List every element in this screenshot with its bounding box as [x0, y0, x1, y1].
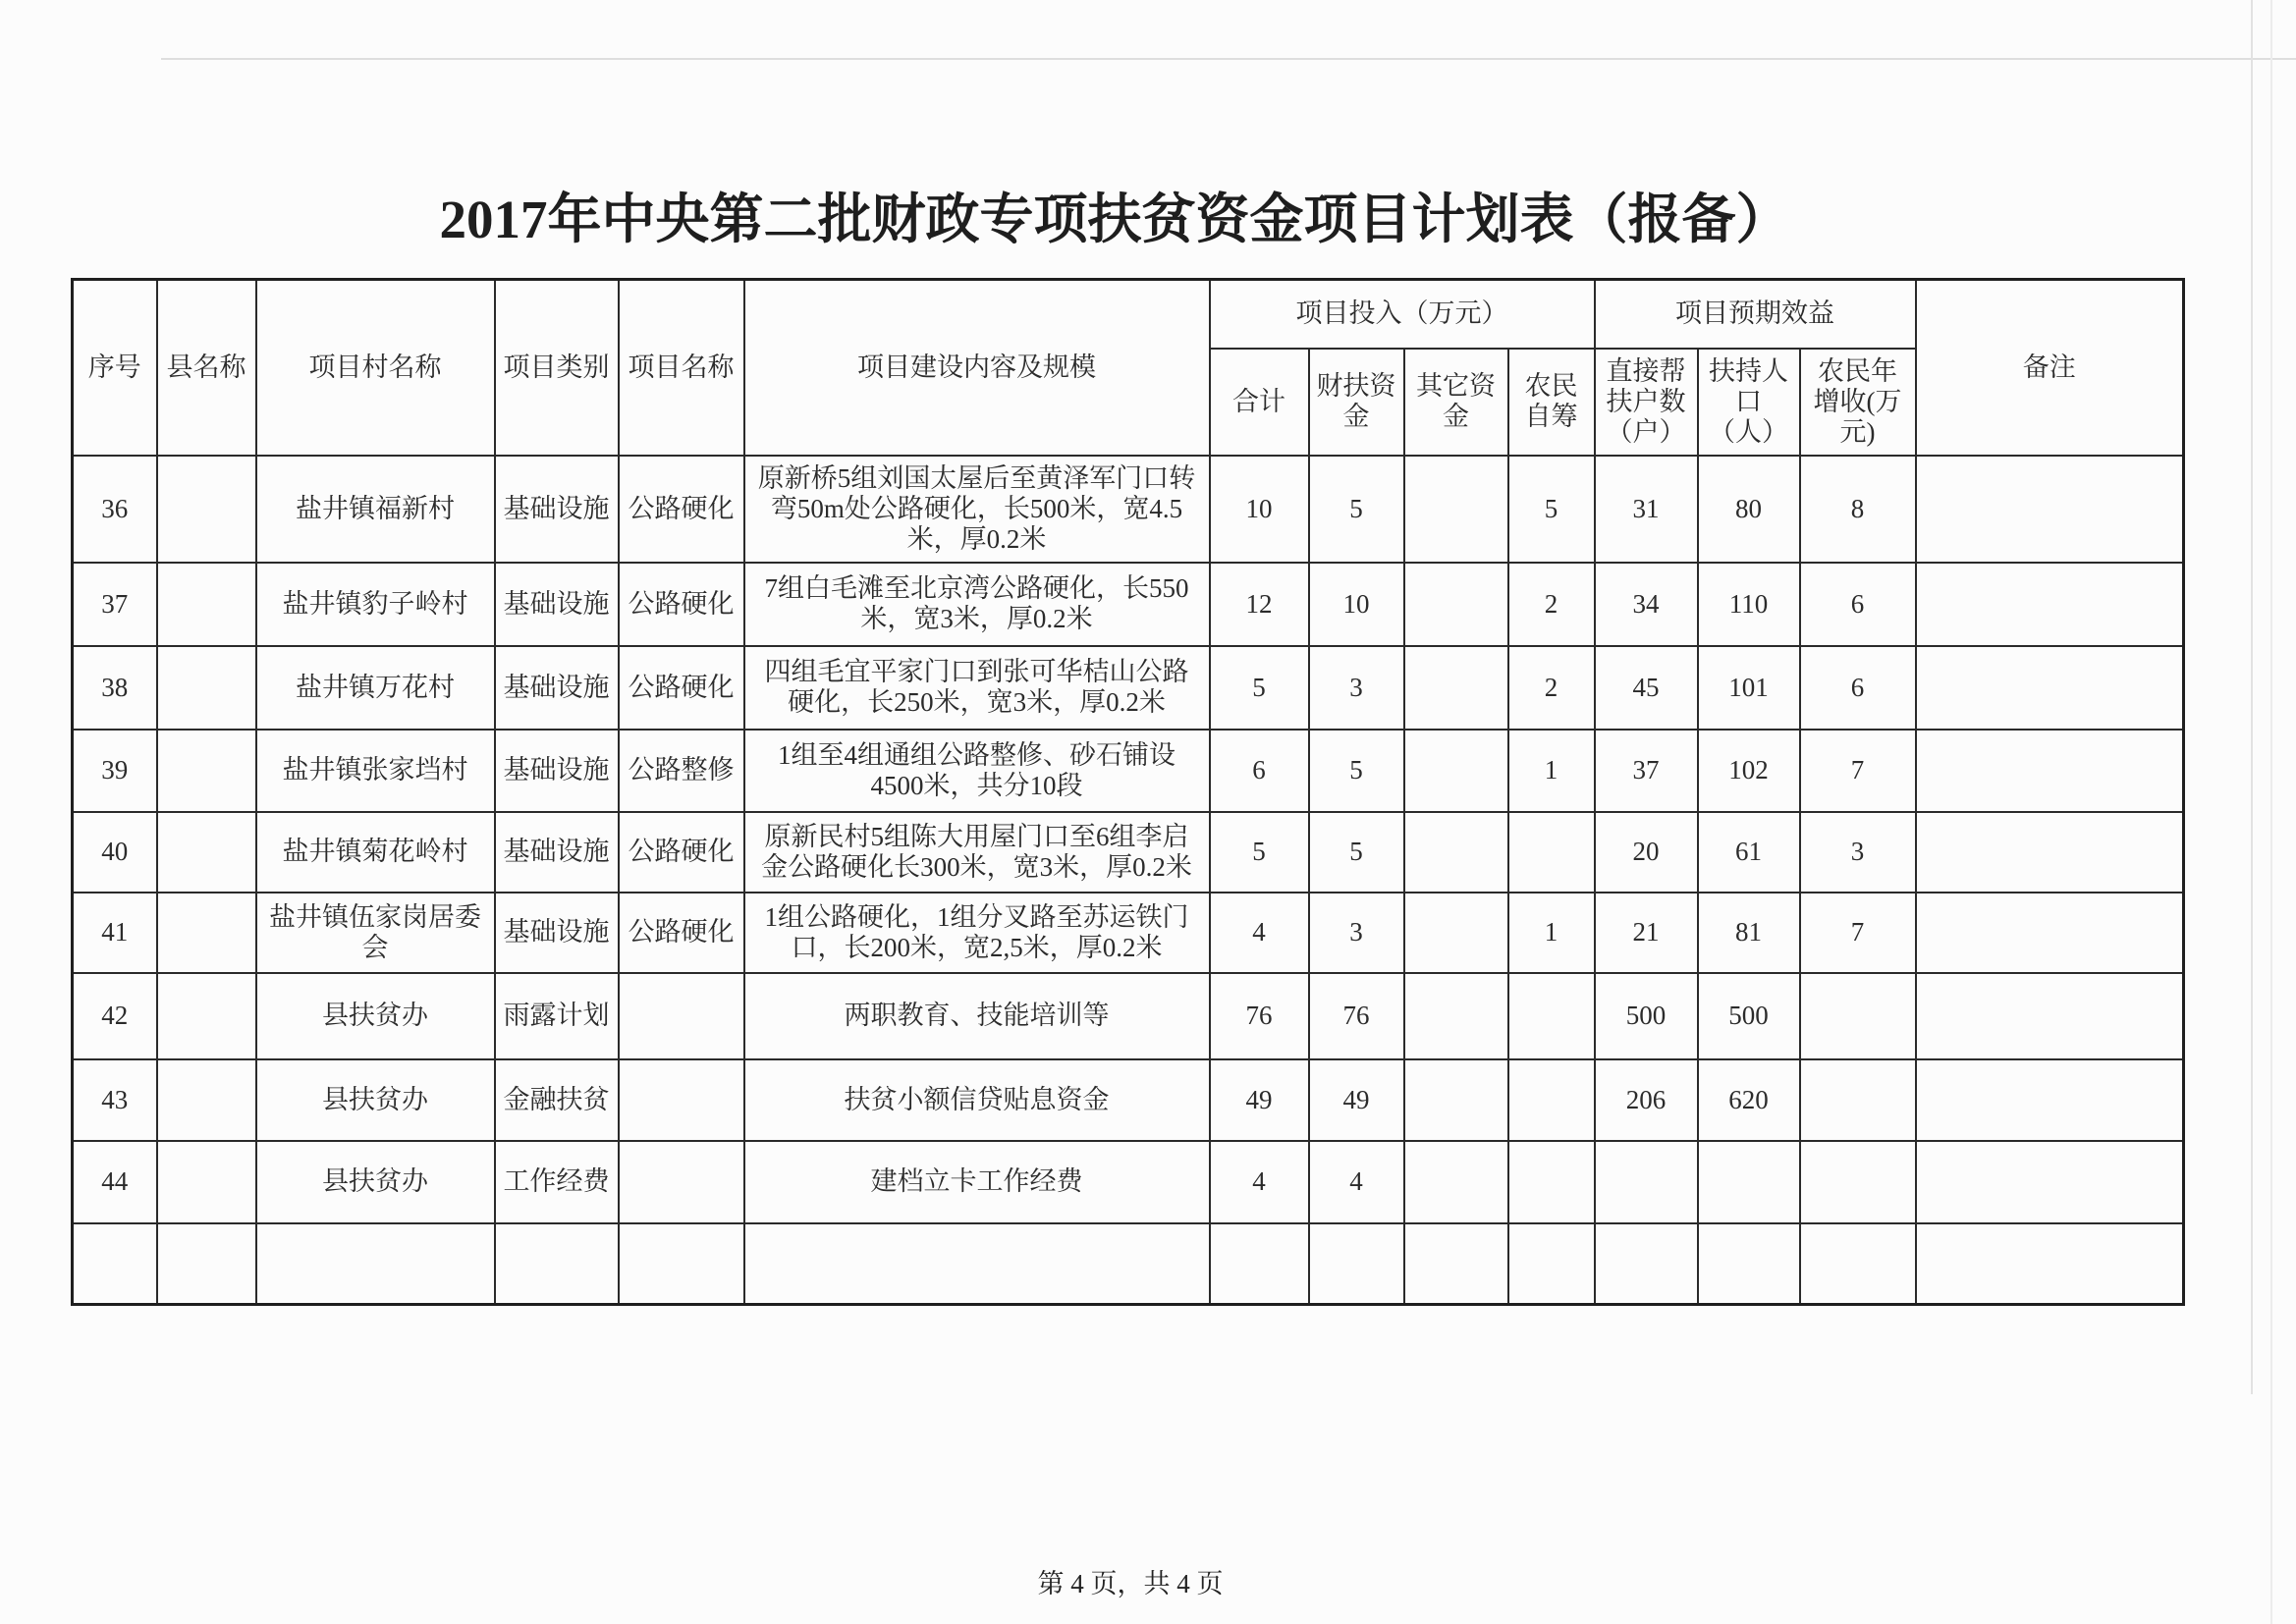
cell-empty	[619, 1223, 744, 1305]
cell-seq: 40	[73, 812, 157, 893]
cell-farmer-self	[1508, 1141, 1595, 1223]
cell-remarks	[1916, 456, 2184, 563]
cell-category: 基础设施	[495, 730, 619, 812]
cell-category: 基础设施	[495, 563, 619, 646]
cell-other-funds	[1404, 812, 1508, 893]
cell-fiscal-funds: 4	[1309, 1141, 1404, 1223]
cell-content: 1组至4组通组公路整修、砂石铺设4500米，共分10段	[744, 730, 1210, 812]
cell-county	[157, 1059, 256, 1141]
cell-remarks	[1916, 1059, 2184, 1141]
cell-total: 12	[1210, 563, 1309, 646]
cell-county	[157, 973, 256, 1059]
cell-seq: 36	[73, 456, 157, 563]
cell-village: 盐井镇福新村	[256, 456, 495, 563]
page-number: 第 4 页，共 4 页	[1037, 1569, 1224, 1598]
cell-content: 扶贫小额信贷贴息资金	[744, 1059, 1210, 1141]
cell-remarks	[1916, 893, 2184, 973]
cell-households: 45	[1595, 646, 1698, 730]
table-row	[73, 893, 2184, 973]
cell-village: 盐井镇豹子岭村	[256, 563, 495, 646]
header-seq: 序号	[73, 280, 157, 456]
cell-empty	[744, 1223, 1210, 1305]
cell-seq: 41	[73, 893, 157, 973]
cell-farmer-self: 5	[1508, 456, 1595, 563]
table-row	[73, 812, 2184, 893]
cell-village: 盐井镇菊花岭村	[256, 812, 495, 893]
cell-households: 31	[1595, 456, 1698, 563]
cell-content: 7组白毛滩至北京湾公路硬化，长550米，宽3米，厚0.2米	[744, 563, 1210, 646]
cell-remarks	[1916, 646, 2184, 730]
cell-income	[1800, 1059, 1916, 1141]
cell-population: 500	[1698, 973, 1800, 1059]
cell-project-name	[619, 1141, 744, 1223]
cell-fiscal-funds: 5	[1309, 812, 1404, 893]
cell-project-name: 公路整修	[619, 730, 744, 812]
cell-income: 6	[1800, 563, 1916, 646]
cell-total: 4	[1210, 1141, 1309, 1223]
header-village: 项目村名称	[256, 280, 495, 456]
cell-county	[157, 730, 256, 812]
cell-fiscal-funds: 3	[1309, 893, 1404, 973]
cell-households: 500	[1595, 973, 1698, 1059]
cell-county	[157, 563, 256, 646]
scan-edge-right	[2270, 0, 2272, 1624]
header-households: 直接帮扶户数（户）	[1595, 349, 1698, 456]
cell-total: 10	[1210, 456, 1309, 563]
cell-households: 34	[1595, 563, 1698, 646]
cell-empty	[1309, 1223, 1404, 1305]
cell-population: 620	[1698, 1059, 1800, 1141]
cell-category: 金融扶贫	[495, 1059, 619, 1141]
cell-fiscal-funds: 3	[1309, 646, 1404, 730]
cell-income: 7	[1800, 893, 1916, 973]
cell-county	[157, 1141, 256, 1223]
cell-remarks	[1916, 812, 2184, 893]
cell-population: 101	[1698, 646, 1800, 730]
cell-category: 基础设施	[495, 812, 619, 893]
cell-content: 两职教育、技能培训等	[744, 973, 1210, 1059]
cell-empty	[157, 1223, 256, 1305]
cell-other-funds	[1404, 563, 1508, 646]
cell-households: 20	[1595, 812, 1698, 893]
cell-households: 206	[1595, 1059, 1698, 1141]
cell-other-funds	[1404, 1141, 1508, 1223]
table-header	[73, 280, 2184, 456]
cell-other-funds	[1404, 1059, 1508, 1141]
cell-category: 雨露计划	[495, 973, 619, 1059]
cell-empty	[256, 1223, 495, 1305]
cell-seq: 39	[73, 730, 157, 812]
cell-farmer-self: 1	[1508, 893, 1595, 973]
scan-edge-right	[2251, 0, 2253, 1394]
cell-farmer-self: 2	[1508, 646, 1595, 730]
cell-seq: 42	[73, 973, 157, 1059]
table-row	[73, 563, 2184, 646]
cell-empty	[1508, 1223, 1595, 1305]
cell-empty	[495, 1223, 619, 1305]
cell-remarks	[1916, 730, 2184, 812]
cell-income: 6	[1800, 646, 1916, 730]
cell-seq: 38	[73, 646, 157, 730]
cell-county	[157, 812, 256, 893]
cell-empty	[1916, 1223, 2184, 1305]
cell-fiscal-funds: 76	[1309, 973, 1404, 1059]
cell-empty	[1698, 1223, 1800, 1305]
cell-category: 基础设施	[495, 456, 619, 563]
page-title: 2017年中央第二批财政专项扶贫资金项目计划表（报备）	[439, 189, 1790, 249]
cell-population: 102	[1698, 730, 1800, 812]
cell-project-name: 公路硬化	[619, 563, 744, 646]
header-project-name: 项目名称	[619, 280, 744, 456]
cell-empty	[1800, 1223, 1916, 1305]
cell-fiscal-funds: 5	[1309, 456, 1404, 563]
cell-population	[1698, 1141, 1800, 1223]
cell-income: 3	[1800, 812, 1916, 893]
cell-total: 4	[1210, 893, 1309, 973]
header-remarks: 备注	[1916, 280, 2184, 456]
cell-other-funds	[1404, 456, 1508, 563]
cell-project-name	[619, 1059, 744, 1141]
table-row-empty	[73, 1223, 2184, 1305]
project-plan-table	[71, 278, 2185, 1306]
cell-seq: 37	[73, 563, 157, 646]
cell-total: 76	[1210, 973, 1309, 1059]
table-row	[73, 646, 2184, 730]
cell-empty	[1404, 1223, 1508, 1305]
table-row	[73, 1141, 2184, 1223]
cell-village: 县扶贫办	[256, 973, 495, 1059]
cell-content: 原新桥5组刘国太屋后至黄泽军门口转弯50m处公路硬化，长500米，宽4.5米，厚0.2米	[744, 456, 1210, 563]
cell-remarks	[1916, 973, 2184, 1059]
cell-households: 21	[1595, 893, 1698, 973]
cell-income	[1800, 973, 1916, 1059]
table-row	[73, 730, 2184, 812]
cell-fiscal-funds: 5	[1309, 730, 1404, 812]
cell-farmer-self	[1508, 1059, 1595, 1141]
header-other-funds: 其它资金	[1404, 349, 1508, 456]
header-farmer-self: 农民自筹	[1508, 349, 1595, 456]
cell-village: 盐井镇伍家岗居委会	[256, 893, 495, 973]
cell-population: 110	[1698, 563, 1800, 646]
cell-farmer-self	[1508, 812, 1595, 893]
cell-project-name: 公路硬化	[619, 456, 744, 563]
table-row	[73, 973, 2184, 1059]
cell-empty	[73, 1223, 157, 1305]
cell-category: 基础设施	[495, 893, 619, 973]
cell-households	[1595, 1141, 1698, 1223]
cell-income: 7	[1800, 730, 1916, 812]
header-benefit-group: 项目预期效益	[1595, 280, 1916, 349]
cell-village: 县扶贫办	[256, 1059, 495, 1141]
cell-content: 原新民村5组陈大用屋门口至6组李启金公路硬化长300米，宽3米，厚0.2米	[744, 812, 1210, 893]
table-row	[73, 456, 2184, 563]
cell-seq: 43	[73, 1059, 157, 1141]
cell-income: 8	[1800, 456, 1916, 563]
cell-population: 80	[1698, 456, 1800, 563]
table-body	[73, 456, 2184, 1305]
header-row	[73, 280, 2184, 349]
cell-content: 四组毛宜平家门口到张可华桔山公路硬化，长250米，宽3米，厚0.2米	[744, 646, 1210, 730]
cell-project-name	[619, 973, 744, 1059]
cell-population: 61	[1698, 812, 1800, 893]
cell-village: 盐井镇万花村	[256, 646, 495, 730]
header-total: 合计	[1210, 349, 1309, 456]
header-population: 扶持人口（人）	[1698, 349, 1800, 456]
cell-farmer-self: 1	[1508, 730, 1595, 812]
header-county: 县名称	[157, 280, 256, 456]
cell-category: 基础设施	[495, 646, 619, 730]
cell-other-funds	[1404, 646, 1508, 730]
cell-content: 建档立卡工作经费	[744, 1141, 1210, 1223]
cell-seq: 44	[73, 1141, 157, 1223]
cell-empty	[1595, 1223, 1698, 1305]
cell-population: 81	[1698, 893, 1800, 973]
header-category: 项目类别	[495, 280, 619, 456]
cell-empty	[1210, 1223, 1309, 1305]
cell-village: 县扶贫办	[256, 1141, 495, 1223]
cell-other-funds	[1404, 893, 1508, 973]
cell-farmer-self: 2	[1508, 563, 1595, 646]
cell-village: 盐井镇张家垱村	[256, 730, 495, 812]
header-income: 农民年增收(万元)	[1800, 349, 1916, 456]
cell-county	[157, 646, 256, 730]
cell-project-name: 公路硬化	[619, 812, 744, 893]
cell-remarks	[1916, 563, 2184, 646]
cell-total: 5	[1210, 646, 1309, 730]
cell-farmer-self	[1508, 973, 1595, 1059]
cell-county	[157, 893, 256, 973]
cell-content: 1组公路硬化，1组分叉路至苏运铁门口，长200米，宽2,5米，厚0.2米	[744, 893, 1210, 973]
cell-county	[157, 456, 256, 563]
cell-total: 5	[1210, 812, 1309, 893]
cell-project-name: 公路硬化	[619, 893, 744, 973]
cell-total: 6	[1210, 730, 1309, 812]
cell-income	[1800, 1141, 1916, 1223]
cell-category: 工作经费	[495, 1141, 619, 1223]
cell-other-funds	[1404, 730, 1508, 812]
cell-fiscal-funds: 49	[1309, 1059, 1404, 1141]
header-content: 项目建设内容及规模	[744, 280, 1210, 456]
header-investment-group: 项目投入（万元）	[1210, 280, 1595, 349]
header-fiscal-funds: 财扶资金	[1309, 349, 1404, 456]
table-row	[73, 1059, 2184, 1141]
cell-households: 37	[1595, 730, 1698, 812]
cell-total: 49	[1210, 1059, 1309, 1141]
scan-edge-top	[161, 58, 2296, 60]
cell-remarks	[1916, 1141, 2184, 1223]
cell-other-funds	[1404, 973, 1508, 1059]
cell-fiscal-funds: 10	[1309, 563, 1404, 646]
cell-project-name: 公路硬化	[619, 646, 744, 730]
